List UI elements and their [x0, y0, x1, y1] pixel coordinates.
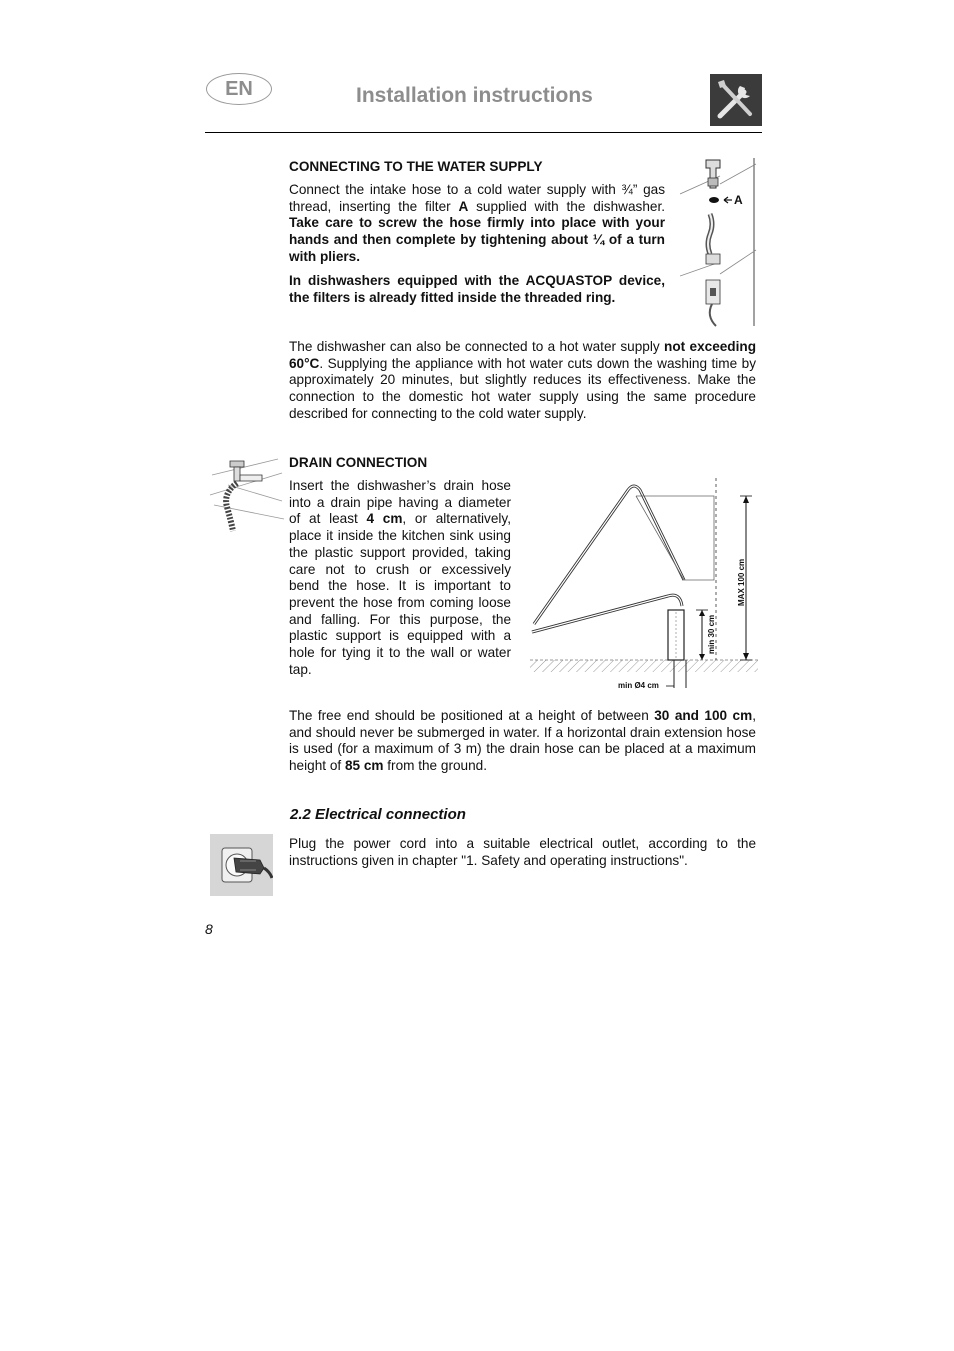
water-p1-text-2: supplied with the dishwasher.: [468, 198, 665, 214]
drain-p2-text-3: from the ground.: [383, 758, 488, 774]
water-p3-emphasis: not exceeding 60°C: [289, 339, 756, 371]
water-supply-paragraph-3: [289, 339, 756, 423]
water-p1-emphasis: Take care to screw the hose firmly into place with your hands and then complete by tightening about ¼ of a turn with pliers.: [289, 215, 665, 264]
electrical-paragraph: Plug the power cord into a suitable electrical outlet, according to the instructions given in chapter "1. Safety and operating instructions".: [289, 836, 756, 868]
drain-p1-emphasis: 4 cm: [366, 511, 403, 527]
power-plug-icon: [210, 834, 273, 896]
page-number: 8: [205, 921, 213, 937]
drain-p2-text: The free end should be positioned at a height of between: [289, 708, 655, 723]
min-diameter-label: min Ø4 cm: [618, 681, 659, 690]
tap-hose-icon: [208, 455, 286, 535]
water-supply-paragraph-1: [289, 182, 665, 266]
max-height-label: MAX 100 cm: [737, 558, 746, 606]
page-title: Installation instructions: [356, 84, 593, 107]
drain-p2-emphasis: 30 and 100 cm: [654, 708, 753, 723]
drain-connection-heading: DRAIN CONNECTION: [289, 455, 428, 470]
tools-icon: [710, 74, 762, 126]
filter-callout-label: A: [734, 193, 743, 207]
min-height-label: min 30 cm: [707, 614, 716, 654]
drain-height-diagram: [528, 474, 760, 696]
electrical-connection-heading: 2.2 Electrical connection: [290, 806, 466, 823]
header-rule: [205, 132, 762, 133]
drain-paragraph-1: [289, 478, 511, 678]
language-badge: [206, 73, 272, 105]
language-badge-label: EN: [225, 77, 253, 100]
water-supply-paragraph-2: In dishwashers equipped with the ACQUASTOP device, the filters is already fitted inside the threaded ring.: [289, 273, 665, 305]
water-p1-text: Connect the intake hose to a cold water supply with ¾” gas thread, inserting the filter: [289, 182, 665, 214]
drain-p2-emphasis-2: 85 cm: [344, 758, 384, 774]
water-p3-text: The dishwasher can also be connected to a hot water supply: [289, 339, 665, 354]
water-p1-filter-letter: A: [458, 198, 469, 214]
drain-p1-text-2: , or alternatively, place it inside the kitchen sink using the plastic support provided, taking care not to crush or excessively bend the hose. It is important to prevent the hose from coming loose and falling. For this purpose, the plastic support is equipped with a hole for tying it to the wall or water tap.: [289, 511, 511, 677]
water-p3-text-2: . Supplying the appliance with hot water cuts down the washing time by approximately 20 minutes, but slightly reduces its effectiveness. Make the connection to the domestic hot water supply using the same procedure described for connecting to the cold water supply.: [289, 355, 756, 421]
water-supply-heading: CONNECTING TO THE WATER SUPPLY: [289, 159, 543, 174]
drain-p2-text-2: , and should never be submerged in water. If a horizontal drain extension hose is used (for a maximum of 3 m) the drain hose can be placed at a maximum height of: [289, 708, 756, 774]
drain-paragraph-2: [289, 708, 756, 775]
drain-p1-text: Insert the dishwasher’s drain hose into a drain pipe having a diameter of at least: [289, 478, 511, 527]
water-tap-filter-icon: [680, 154, 760, 328]
